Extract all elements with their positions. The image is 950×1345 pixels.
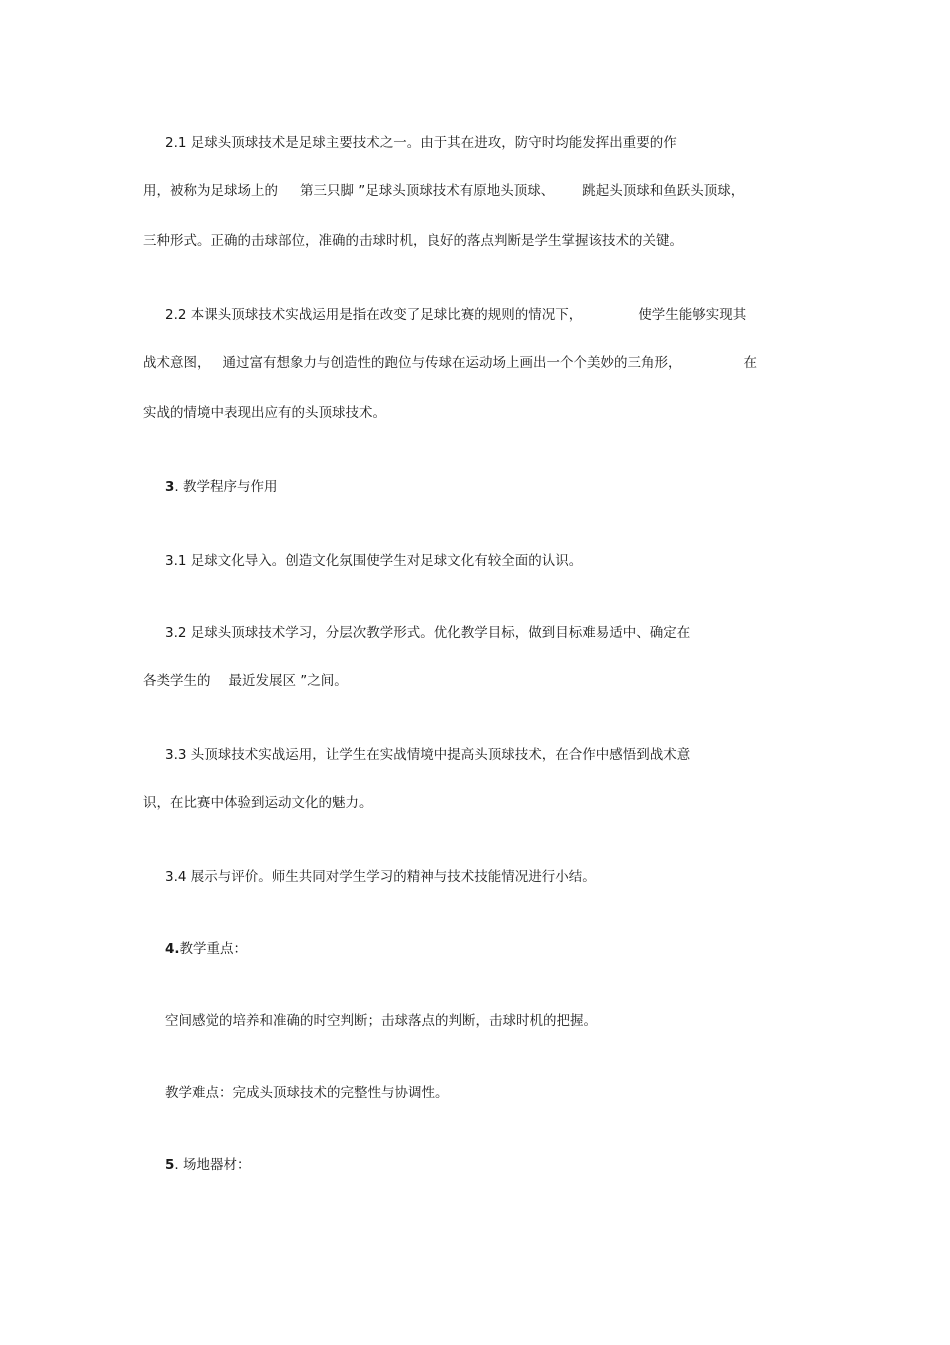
para-3-4: 3.4 展示与评价。师生共同对学生学习的精神与技术技能情况进行小结。 xyxy=(165,869,596,885)
para-2-2-line-2-part-b: 通过富有想象力与创造性的跑位与传球在运动场上画出一个个美妙的三角形， xyxy=(222,355,682,371)
para-3-2-line-2-part-b: 最近发展区 ”之间。 xyxy=(228,673,348,689)
para-2-2-line-1-part-a: 2.2 本课头顶球技术实战运用是指在改变了足球比赛的规则的情况下， xyxy=(165,307,583,323)
section-heading-3-number: 3 xyxy=(165,479,175,495)
section-heading-5 xyxy=(165,1156,251,1174)
para-3-3-line-2: 识，在比赛中体验到运动文化的魅力。 xyxy=(143,795,373,811)
para-3-2-line-1: 3.2 足球头顶球技术学习，分层次教学形式。优化教学目标，做到目标难易适中、确定在 xyxy=(165,625,691,641)
para-2-2-line-1 xyxy=(165,306,746,324)
section-heading-3-text: . 教学程序与作用 xyxy=(174,479,278,495)
para-3-2-line-2-part-a: 各类学生的 xyxy=(143,673,211,689)
para-2-1-line-2-part-a: 用，被称为足球场上的 xyxy=(143,183,278,199)
para-2-1-line-1: 2.1 足球头顶球技术是足球主要技术之一。由于其在进攻，防守时均能发挥出重要的作 xyxy=(165,135,677,151)
para-2-2-line-2 xyxy=(143,354,757,372)
section-heading-4-number: 4. xyxy=(165,941,180,957)
para-2-2-line-3: 实战的情境中表现出应有的头顶球技术。 xyxy=(143,405,386,421)
teaching-difficulty: 教学难点：完成头顶球技术的完整性与协调性。 xyxy=(165,1085,449,1101)
para-3-2-line-2 xyxy=(143,672,348,690)
section-heading-5-number: 5 xyxy=(165,1157,175,1173)
para-2-1-line-3: 三种形式。正确的击球部位，准确的击球时机，良好的落点判断是学生掌握该技术的关键。 xyxy=(143,233,683,249)
section-heading-4 xyxy=(165,940,247,958)
para-2-2-line-2-part-a: 战术意图， xyxy=(143,355,211,371)
para-3-1: 3.1 足球文化导入。创造文化氛围使学生对足球文化有较全面的认识。 xyxy=(165,553,583,569)
para-2-2-line-2-part-c: 在 xyxy=(743,355,757,371)
para-2-1-line-2 xyxy=(143,182,744,200)
section-heading-5-text: . 场地器材： xyxy=(174,1157,251,1173)
para-3-3-line-1: 3.3 头顶球技术实战运用，让学生在实战情境中提高头顶球技术，在合作中感悟到战术意 xyxy=(165,747,691,763)
para-2-1-line-2-part-b: 第三只脚 ”足球头顶球技术有原地头顶球、 xyxy=(300,183,555,199)
para-2-2-line-1-part-b: 使学生能够实现其 xyxy=(638,307,747,323)
section-heading-3 xyxy=(165,478,278,496)
section-heading-4-text: 教学重点： xyxy=(179,941,248,957)
para-2-1-line-2-part-c: 跳起头顶球和鱼跃头顶球， xyxy=(582,183,745,199)
teaching-key-points: 空间感觉的培养和准确的时空判断；击球落点的判断，击球时机的把握。 xyxy=(165,1013,597,1029)
